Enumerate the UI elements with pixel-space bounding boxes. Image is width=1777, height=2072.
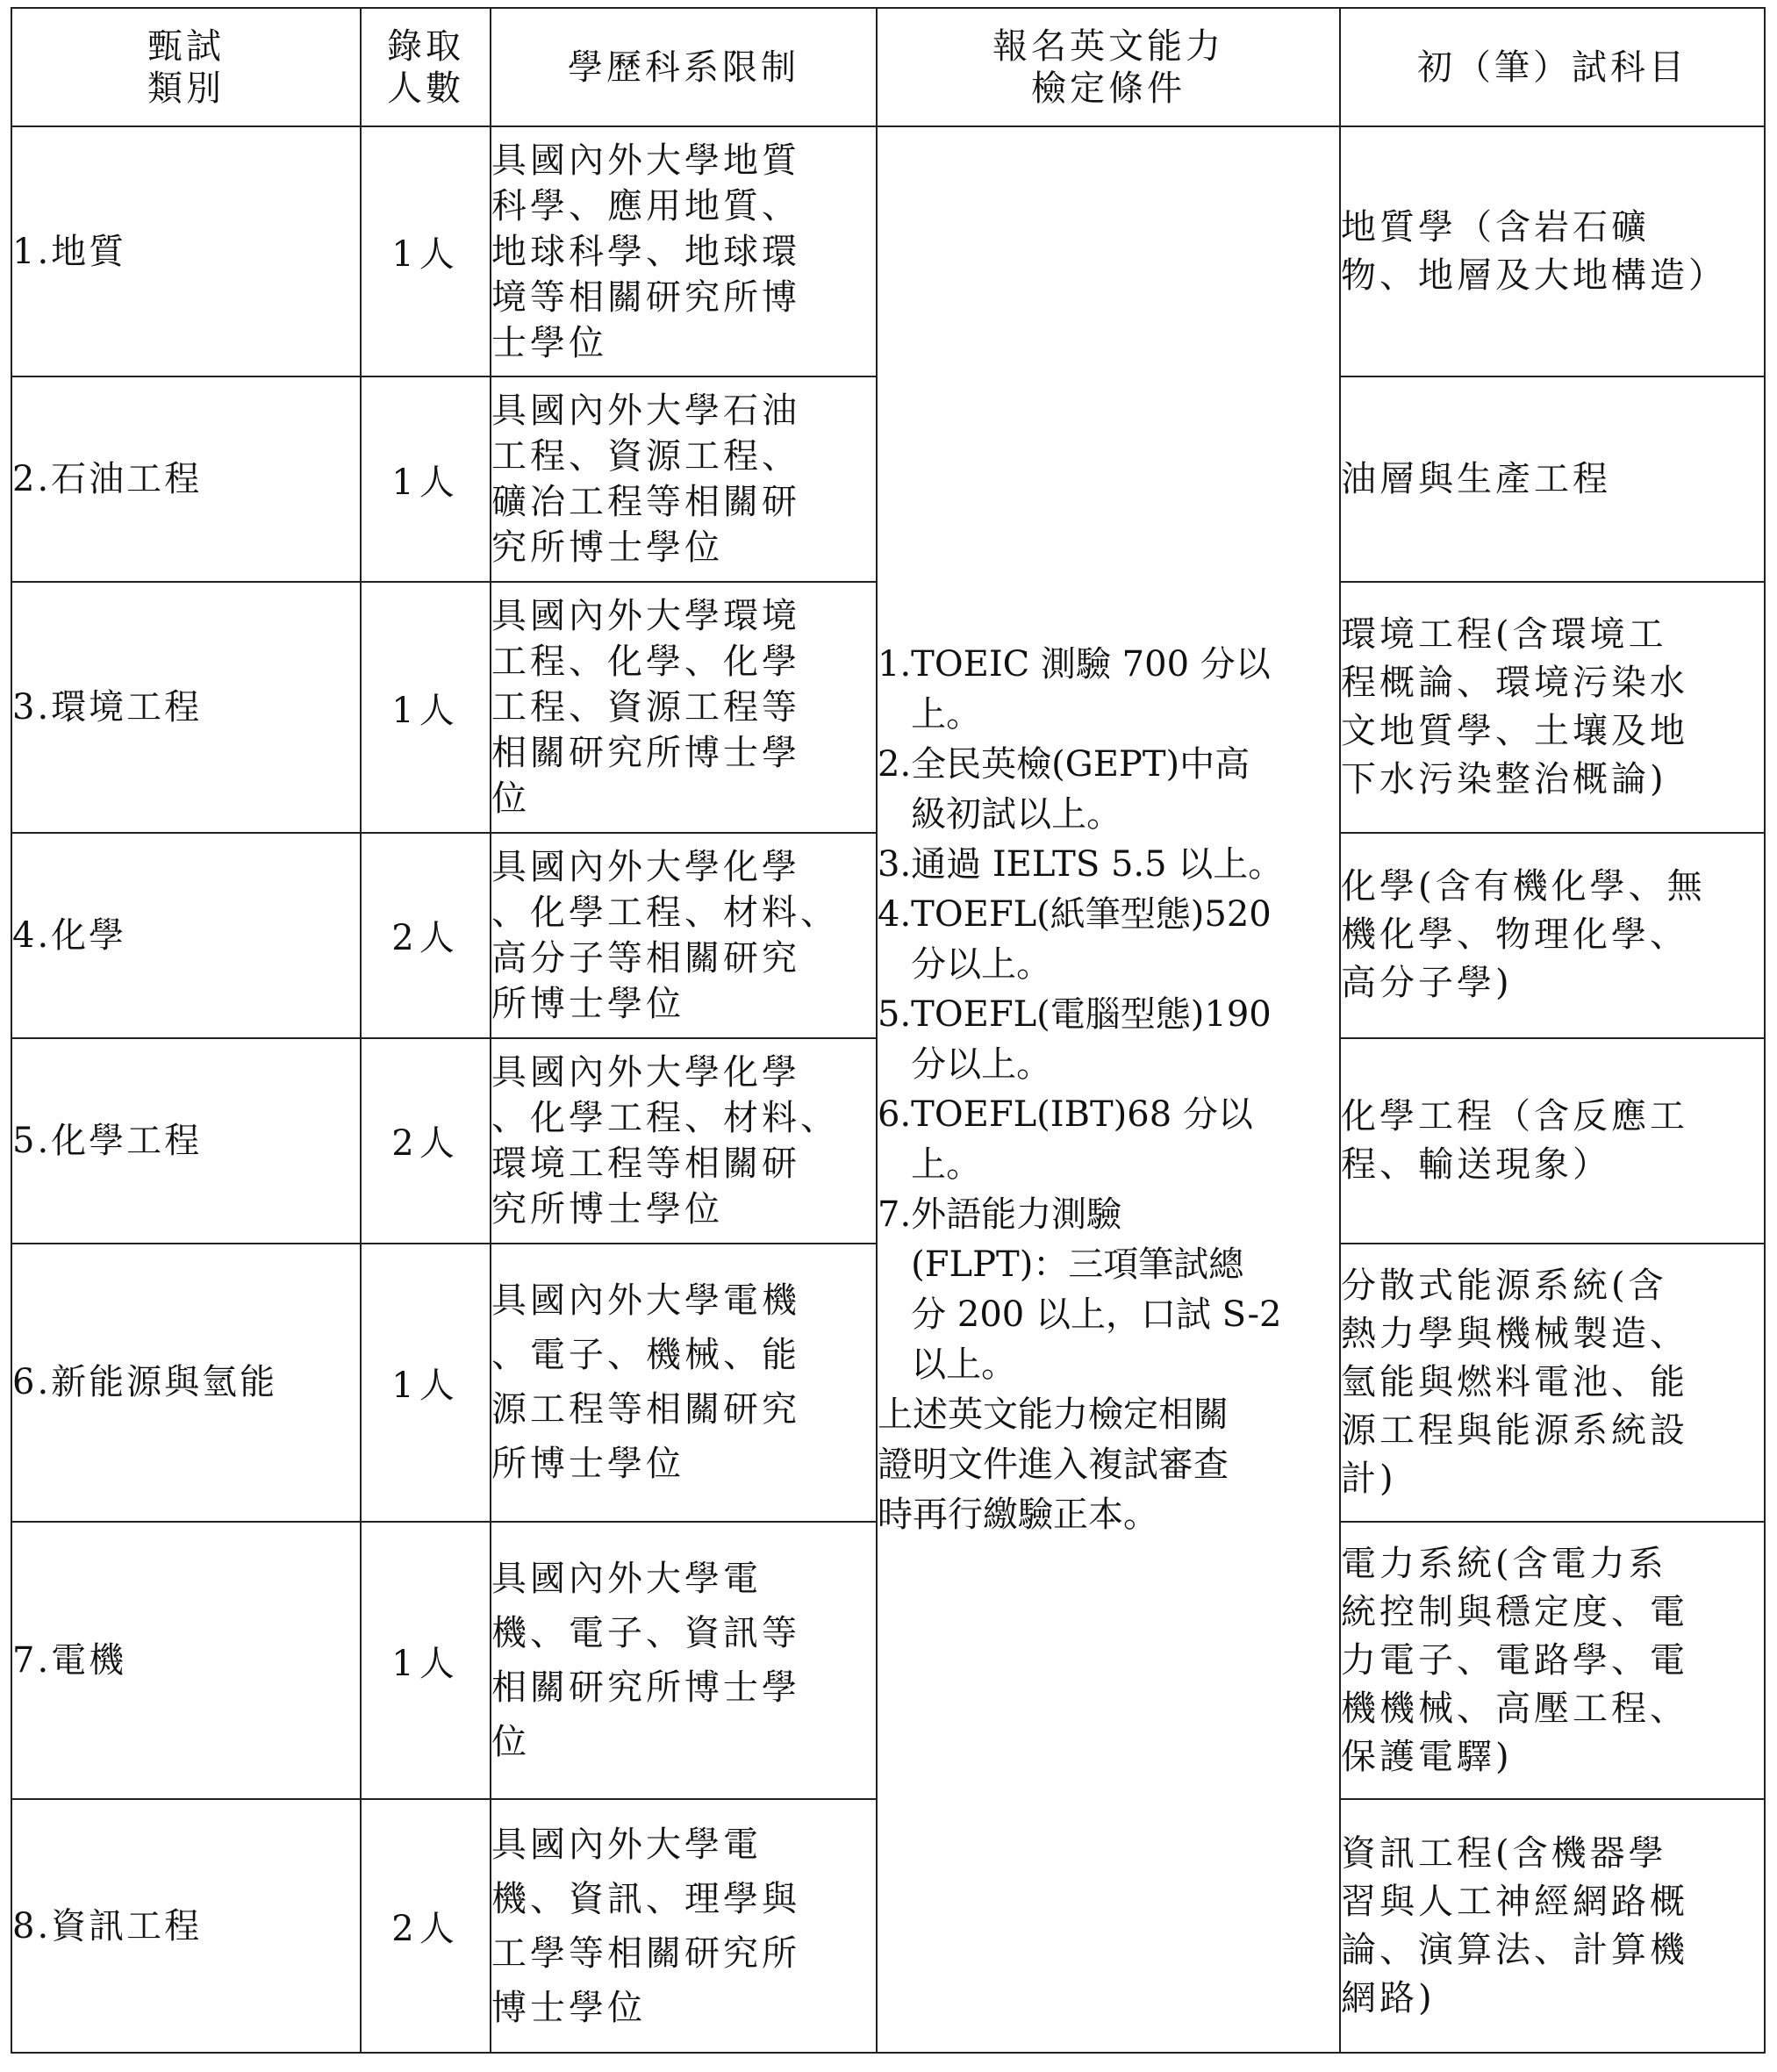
education-line: 源工程等相關研究 [491,1389,800,1430]
subjects-cell [1340,582,1765,832]
count-cell: 1人 [361,1522,491,1800]
header-count-line2: 人數 [387,68,464,109]
header-category [11,8,361,126]
count-cell: 2人 [361,833,491,1038]
english-requirement-line: 分以上。 [911,943,1052,985]
subjects-line: 環境工程(含環境工 [1341,614,1667,656]
english-note-line: 證明文件進入複試審查 [878,1444,1229,1485]
category-cell: 3.環境工程 [11,582,361,832]
english-requirement-item [878,740,1339,840]
education-line: 博士學位 [491,1987,646,2028]
subjects-cell [1340,833,1765,1038]
subjects-line: 地質學（含岩石礦 [1341,206,1650,247]
education-cell [491,1799,877,2053]
subjects-line: 源工程與能源系統設 [1341,1409,1688,1451]
english-requirement-item [878,890,1339,990]
english-requirement-text [911,640,1339,740]
education-cell [491,582,877,832]
subjects-line: 文地質學、土壤及地 [1341,711,1688,752]
english-requirement-item [878,990,1339,1090]
subjects-line: 習與人工神經網路概 [1341,1881,1688,1922]
education-line: 境等相關研究所博 [491,276,800,318]
english-requirement-number: 1. [878,643,912,685]
education-line: 地球科學、地球環 [491,231,800,272]
category-cell: 1.地質 [11,126,361,376]
category-cell: 5.化學工程 [11,1038,361,1244]
english-requirement-item [878,840,1339,890]
subjects-cell [1340,1244,1765,1522]
header-category-line2: 類別 [147,68,225,109]
subjects-line: 程概論、環境污染水 [1341,663,1688,704]
header-row [11,8,1765,126]
education-line: 、化學工程、材料、 [491,1097,839,1138]
education-cell [491,376,877,582]
english-requirement-line: TOEFL(電腦型態)190 [911,993,1272,1035]
header-subjects: 初（筆）試科目 [1340,8,1765,126]
subjects-line: 機化學、物理化學、 [1341,914,1688,956]
header-category-line1: 甄試 [147,25,225,67]
education-line: 具國內外大學環境 [491,596,800,637]
count-cell: 1人 [361,1244,491,1522]
subjects-cell [1340,1038,1765,1244]
english-requirement-text [911,740,1339,840]
english-requirement-text [911,840,1339,890]
subjects-cell [1340,1799,1765,2053]
header-english-line1: 報名英文能力 [992,25,1224,67]
subjects-line: 物、地層及大地構造） [1341,255,1727,296]
english-requirement-line: TOEFL(IBT)68 分以 [911,1093,1253,1135]
english-requirement-line: 上。 [911,1144,982,1185]
education-cell [491,126,877,376]
header-count [361,8,491,126]
education-line: 具國內外大學電機 [491,1280,800,1322]
english-requirement-text [911,1090,1339,1190]
header-english [877,8,1340,126]
english-requirement-text [911,1190,1339,1390]
education-line: 礦冶工程等相關研 [491,482,800,523]
education-line: 具國內外大學化學 [491,1051,800,1093]
english-requirement-line: 上。 [911,693,982,735]
education-line: 機、電子、資訊等 [491,1613,800,1654]
english-requirement-line: 通過 IELTS 5.5 以上。 [911,843,1284,885]
category-cell: 6.新能源與氫能 [11,1244,361,1522]
subjects-line: 電力系統(含電力系 [1341,1543,1667,1584]
english-requirement-number: 6. [878,1093,912,1135]
header-education: 學歷科系限制 [491,8,877,126]
education-line: 具國內外大學石油 [491,391,800,432]
recruitment-requirements-document [11,7,1764,2054]
subjects-line: 熱力學與機械製造、 [1341,1313,1688,1354]
subjects-line: 論、演算法、計算機 [1341,1929,1688,1970]
subjects-line: 氫能與燃料電池、能 [1341,1361,1688,1402]
subjects-cell [1340,376,1765,582]
header-count-line1: 錄取 [387,25,464,67]
education-line: 環境工程等相關研 [491,1143,800,1184]
subjects-line: 網路) [1341,1977,1436,2018]
subjects-line: 資訊工程(含機器學 [1341,1832,1667,1874]
count-cell: 2人 [361,1799,491,2053]
education-line: 工學等相關研究所 [491,1932,800,1974]
english-requirement-line: TOEIC 測驗 700 分以 [911,643,1271,685]
education-cell [491,1522,877,1800]
english-note-line: 上述英文能力檢定相關 [878,1394,1229,1435]
subjects-line: 化學工程（含反應工 [1341,1095,1688,1136]
education-line: 具國內外大學電 [491,1559,762,1600]
subjects-line: 分散式能源系統(含 [1341,1265,1667,1306]
category-cell: 2.石油工程 [11,376,361,582]
education-line: 工程、資源工程、 [491,436,800,477]
subjects-line: 力電子、電路學、電 [1341,1639,1688,1681]
english-requirements-cell [877,126,1340,2053]
subjects-line: 程、輸送現象） [1341,1144,1611,1185]
education-line: 究所博士學位 [491,1188,723,1230]
education-line: 工程、化學、化學 [491,642,800,683]
count-cell: 2人 [361,1038,491,1244]
education-line: 工程、資源工程等 [491,687,800,728]
education-line: 位 [491,1722,530,1763]
english-requirement-number: 2. [878,743,912,785]
education-cell [491,1244,877,1522]
subjects-line: 油層與生產工程 [1341,458,1611,499]
education-line: 所博士學位 [491,983,684,1024]
education-line: 相關研究所博士學 [491,1667,800,1709]
education-cell [491,833,877,1038]
education-line: 具國內外大學化學 [491,846,800,887]
education-line: 機、資訊、理學與 [491,1878,800,1919]
subjects-line: 統控制與穩定度、電 [1341,1591,1688,1632]
header-english-line2: 檢定條件 [1031,68,1186,109]
education-line: 高分子等相關研究 [491,937,800,979]
english-requirement-line: 以上。 [911,1344,1017,1385]
english-requirement-text [911,890,1339,990]
subjects-line: 機機械、高壓工程、 [1341,1688,1688,1729]
subjects-line: 高分子學) [1341,963,1513,1004]
english-requirement-line: 全民英檢(GEPT)中高 [911,743,1250,785]
english-requirement-item [878,1090,1339,1190]
english-requirement-line: 外語能力測驗 [911,1194,1122,1235]
english-requirement-number: 3. [878,843,912,885]
english-requirement-item [878,1190,1339,1390]
english-requirement-number: 4. [878,893,912,935]
english-requirement-line: 分 200 以上，口試 S-2 [911,1294,1282,1335]
english-requirement-text [911,990,1339,1090]
table-body [11,126,1765,2053]
subjects-line: 計) [1341,1458,1397,1499]
subjects-line: 化學(含有機化學、無 [1341,866,1706,907]
subjects-line: 下水污染整治概論) [1341,759,1667,800]
education-line: 具國內外大學電 [491,1824,762,1865]
english-requirement-number: 7. [878,1194,912,1235]
english-requirement-line: 分以上。 [911,1043,1052,1085]
education-line: 具國內外大學地質 [491,140,800,181]
english-requirement-number: 5. [878,993,912,1035]
subjects-cell [1340,126,1765,376]
category-cell: 4.化學 [11,833,361,1038]
education-line: 科學、應用地質、 [491,185,800,226]
education-line: 士學位 [491,322,607,363]
english-requirement-line: (FLPT)：三項筆試總 [911,1244,1244,1285]
education-line: 位 [491,778,530,820]
education-line: 究所博士學位 [491,527,723,569]
english-requirement-line: TOEFL(紙筆型態)520 [911,893,1272,935]
category-cell: 7.電機 [11,1522,361,1800]
recruitment-table [11,7,1766,2054]
subjects-line: 保護電驛) [1341,1736,1513,1777]
count-cell: 1人 [361,126,491,376]
education-line: 、電子、機械、能 [491,1335,800,1376]
category-cell: 8.資訊工程 [11,1799,361,2053]
english-requirement-item [878,640,1339,740]
english-note-line: 時再行繳驗正本。 [878,1494,1158,1535]
english-requirements-note [878,1390,1339,1540]
count-cell: 1人 [361,582,491,832]
subjects-cell [1340,1522,1765,1800]
english-requirement-line: 級初試以上。 [911,793,1122,835]
education-cell [491,1038,877,1244]
count-cell: 1人 [361,376,491,582]
education-line: 、化學工程、材料、 [491,892,839,933]
table-row [11,126,1765,376]
education-line: 相關研究所博士學 [491,733,800,774]
education-line: 所博士學位 [491,1444,684,1485]
